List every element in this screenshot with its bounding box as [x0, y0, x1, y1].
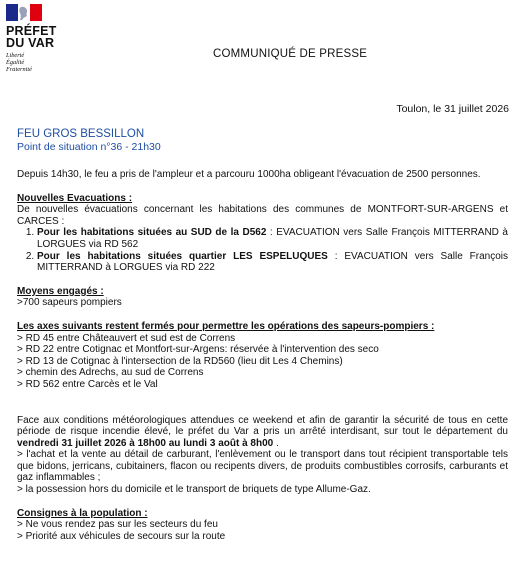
prefet-title: PRÉFET DU VAR [6, 24, 57, 50]
list-item: > Ne vous rendez pas sur les secteurs du feu [17, 519, 218, 531]
evacuations-heading: Nouvelles Evacuations : [17, 192, 133, 204]
list-item: > RD 562 entre Carcès et le Val [17, 378, 158, 390]
marianne-flag-icon [6, 4, 42, 21]
arrete-section [17, 415, 508, 496]
list-item: > chemin des Adrechs, au sud de Correns [17, 367, 204, 379]
release-title: FEU GROS BESSILLON [17, 128, 145, 140]
evacuations-list [17, 227, 508, 273]
release-subtitle: Point de situation n°36 - 21h30 [17, 141, 161, 153]
prefecture-logo [6, 4, 66, 73]
consignes-section [17, 508, 508, 543]
moyens-line: >700 sapeurs pompiers [17, 297, 122, 309]
republic-motto: Liberté Égalité Fraternité [6, 52, 32, 73]
road-closures-section [17, 321, 508, 391]
moyens-section [17, 286, 508, 309]
list-item: 1. Pour les habitations situées au SUD de la D562 : EVACUATION vers Salle François MITTERRAND à LORGUES via RD 562 [37, 227, 508, 250]
intro-paragraph: Depuis 14h30, le feu a pris de l'ampleur et a parcouru 1000ha obligeant l'évacuation de 2500 personnes. [17, 169, 481, 180]
road-closures-heading: Les axes suivants restent fermés pour permettre les opérations des sapeurs-pompiers : [17, 320, 435, 332]
arrete-fuel-ban: > l'achat et la vente au détail de carburant, l'enlèvement ou le transport dans tout récipient transportable tels que bidons, jerricans, cubitainers, flacon ou recipents divers, de produits combustibles corrosifs, carburants et gaz inflammables ; [17, 449, 508, 484]
list-item: > RD 13 de Cotignac à l'intersection de la RD560 (lieu dit Les 4 Chemins) [17, 355, 343, 367]
evacuations-intro: De nouvelles évacuations concernant les habitations des communes de MONTFORT-SUR-ARGENS et CARCES : [17, 204, 508, 227]
evacuations-section [17, 193, 508, 274]
arrete-lighter-ban: > la possession hors du domicile et le transport de briquets de type Allume-Gaz. [17, 484, 371, 496]
press-release-body [17, 128, 508, 542]
list-item: > Priorité aux véhicules de secours sur la route [17, 530, 226, 542]
list-item: > RD 22 entre Cotignac et Montfort-sur-Argens: réservée à l'intervention des seco [17, 344, 379, 356]
consignes-heading: Consignes à la population : [17, 507, 148, 519]
arrete-paragraph: Face aux conditions météorologiques attendues ce weekend et afin de garantir la sécurité de tous en cette période de risque incendie élevé, le préfet du Var a pris un arrêté interdisant, sur tout le département du vendredi 31 juillet 2026 à 18h00 au lundi 3 août à 8h00 . [17, 414, 508, 449]
document-type: COMMUNIQUÉ DE PRESSE [213, 48, 368, 60]
moyens-heading: Moyens engagés : [17, 285, 104, 297]
dateline: Toulon, le 31 juillet 2026 [396, 103, 509, 115]
list-item: > RD 45 entre Châteauvert et sud est de Correns [17, 332, 236, 344]
list-item: 2. Pour les habitations situées quartier LES ESPELUQUES : EVACUATION vers Salle François MITTERRAND à LORGUES via RD 222 [37, 251, 508, 274]
